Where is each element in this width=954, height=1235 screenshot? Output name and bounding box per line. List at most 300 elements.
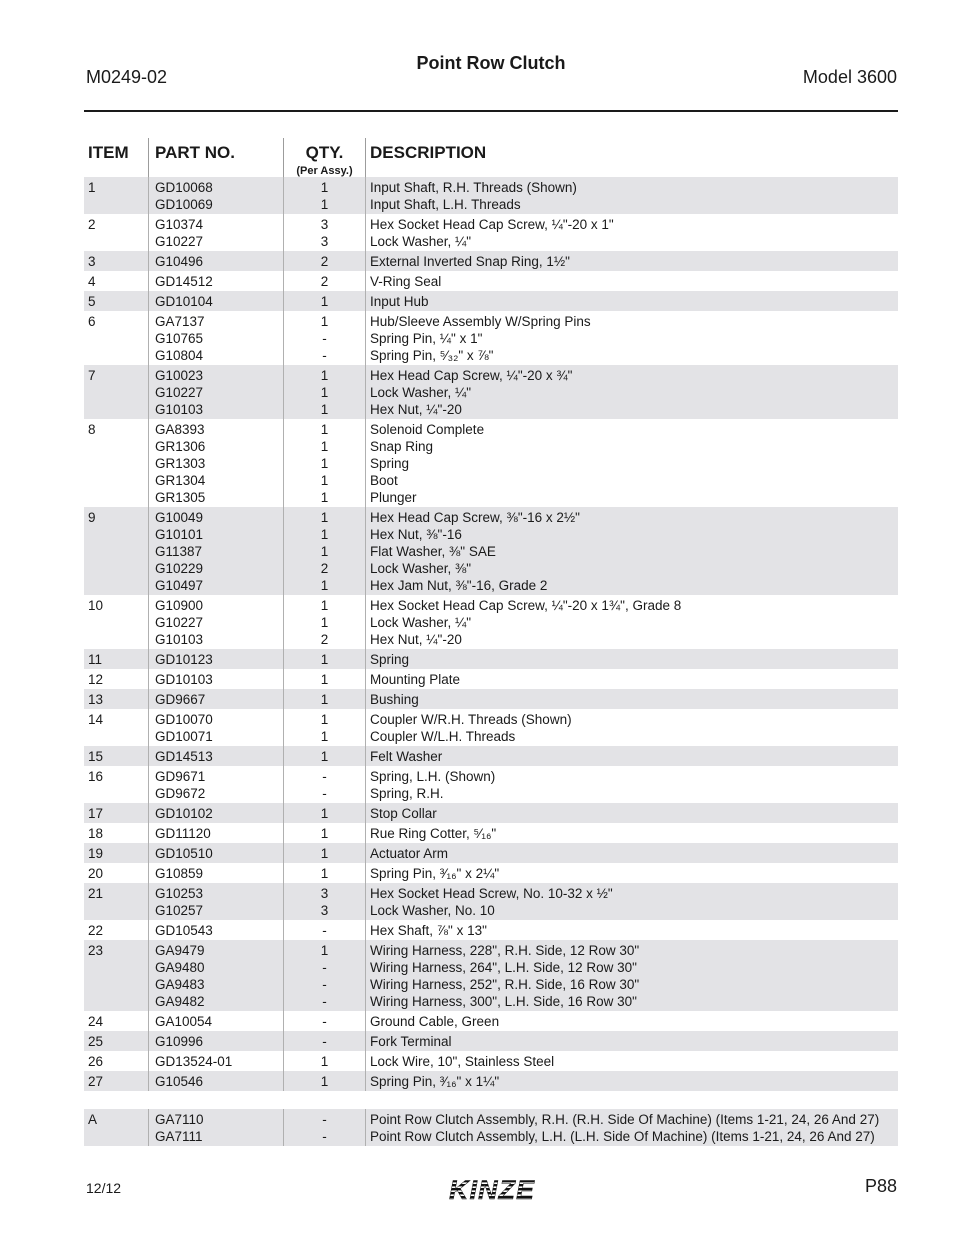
item-number: 13 — [88, 692, 104, 707]
description: Hex Socket Head Screw, No. 10-32 x ½" — [370, 886, 613, 901]
item-number: 21 — [88, 886, 104, 901]
table-row — [84, 709, 898, 746]
quantity: 1 — [320, 544, 329, 559]
quantity-cell — [283, 689, 365, 709]
quantity-cell — [283, 365, 365, 419]
quantity-cell — [283, 214, 365, 251]
quantity: 1 — [320, 385, 329, 400]
item-number: 11 — [88, 652, 103, 667]
quantity: 1 — [320, 826, 329, 841]
description: Lock Washer, No. 10 — [370, 903, 495, 918]
table-spacer — [84, 1091, 898, 1109]
part-number-cell — [148, 507, 283, 595]
item-number: 12 — [88, 672, 104, 687]
part-number: G10103 — [155, 632, 204, 647]
item-number: 23 — [88, 943, 104, 958]
part-number-cell — [148, 1011, 283, 1031]
quantity: 2 — [320, 274, 329, 289]
quantity-cell — [283, 1031, 365, 1051]
description-cell — [365, 271, 898, 291]
table-row — [84, 883, 898, 920]
part-number-cell — [148, 940, 283, 1011]
part-number: GR1306 — [155, 439, 206, 454]
part-number-cell — [148, 214, 283, 251]
quantity-cell — [283, 595, 365, 649]
description: Spring Pin, ³⁄₁₆" x 2¼" — [370, 866, 500, 881]
part-number: G10996 — [155, 1034, 204, 1049]
description: Lock Washer, ¼" — [370, 385, 472, 400]
description: Lock Washer, ¼" — [370, 615, 472, 630]
description: Wiring Harness, 264", L.H. Side, 12 Row 30" — [370, 960, 637, 975]
item-number: 5 — [88, 294, 96, 309]
column-header-part-no: PART NO. — [148, 138, 283, 177]
quantity: - — [322, 923, 327, 938]
table-row — [84, 843, 898, 863]
part-number: GA9482 — [155, 994, 205, 1009]
description: Coupler W/R.H. Threads (Shown) — [370, 712, 572, 727]
description: External Inverted Snap Ring, 1½" — [370, 254, 570, 269]
description-cell — [365, 863, 898, 883]
quantity-cell — [283, 803, 365, 823]
item-number: 3 — [88, 254, 96, 269]
quantity: 1 — [320, 729, 329, 744]
quantity: 2 — [320, 632, 329, 647]
table-row — [84, 1011, 898, 1031]
part-number-cell — [148, 883, 283, 920]
quantity: 2 — [320, 254, 329, 269]
quantity-cell — [283, 709, 365, 746]
description: Input Hub — [370, 294, 429, 309]
description: Spring Pin, ¼" x 1" — [370, 331, 483, 346]
description: Snap Ring — [370, 439, 434, 454]
page-title: Point Row Clutch — [416, 53, 566, 73]
quantity: 1 — [320, 672, 329, 687]
quantity: 1 — [320, 615, 329, 630]
quantity: 1 — [320, 846, 329, 861]
part-number: G10229 — [155, 561, 204, 576]
part-number: G10859 — [155, 866, 204, 881]
description-cell — [365, 746, 898, 766]
description-cell — [365, 291, 898, 311]
part-number-cell — [148, 709, 283, 746]
table-row — [84, 365, 898, 419]
part-number-cell — [148, 311, 283, 365]
part-number: GD11120 — [155, 826, 211, 841]
description: Spring, R.H. — [370, 786, 444, 801]
quantity: 1 — [320, 749, 329, 764]
part-number: GD10104 — [155, 294, 213, 309]
quantity-cell — [283, 1071, 365, 1091]
quantity-cell — [283, 251, 365, 271]
part-number: GD13524-01 — [155, 1054, 233, 1069]
table-row — [84, 1051, 898, 1071]
part-number: G10374 — [155, 217, 204, 232]
table-row — [84, 689, 898, 709]
quantity: 1 — [320, 456, 329, 471]
quantity-cell — [283, 419, 365, 507]
part-number: G10101 — [155, 527, 204, 542]
part-number: G10227 — [155, 615, 204, 630]
description: Lock Washer, ¼" — [370, 234, 472, 249]
description: Actuator Arm — [370, 846, 449, 861]
quantity: 1 — [320, 197, 329, 212]
table-row — [84, 507, 898, 595]
part-number: GD10543 — [155, 923, 213, 938]
item-number: 2 — [88, 217, 96, 232]
part-number: GR1305 — [155, 490, 206, 505]
quantity-cell — [283, 291, 365, 311]
part-number-cell — [148, 920, 283, 940]
table-row — [84, 669, 898, 689]
description-cell — [365, 419, 898, 507]
quantity: 1 — [320, 866, 329, 881]
description: Point Row Clutch Assembly, R.H. (R.H. Side Of Machine) (Items 1-21, 24, 26 And 27) — [370, 1112, 880, 1127]
part-number: G11387 — [155, 544, 203, 559]
item-number: 8 — [88, 422, 96, 437]
quantity-cell — [283, 311, 365, 365]
part-number-cell — [148, 766, 283, 803]
quantity-cell — [283, 863, 365, 883]
table-row — [84, 291, 898, 311]
description: Lock Wire, 10", Stainless Steel — [370, 1054, 555, 1069]
item-number: 4 — [88, 274, 96, 289]
quantity: 1 — [320, 368, 329, 383]
part-number-cell — [148, 595, 283, 649]
description-cell — [365, 709, 898, 746]
part-number: G10257 — [155, 903, 204, 918]
column-header-qty — [283, 138, 365, 177]
table-row — [84, 311, 898, 365]
part-number: G10227 — [155, 234, 204, 249]
item-number: 20 — [88, 866, 104, 881]
table-body — [84, 177, 898, 1146]
description-cell — [365, 883, 898, 920]
part-number-cell — [148, 1051, 283, 1071]
part-number: GA7110 — [155, 1112, 204, 1127]
part-number-cell — [148, 251, 283, 271]
quantity: 1 — [320, 943, 329, 958]
table-row — [84, 271, 898, 291]
model-name: Model 3600 — [802, 67, 897, 87]
description-cell — [365, 1109, 898, 1146]
item-number: 14 — [88, 712, 104, 727]
part-number: GA10054 — [155, 1014, 213, 1029]
quantity: - — [322, 769, 327, 784]
part-number-cell — [148, 689, 283, 709]
description-cell — [365, 177, 898, 214]
quantity-cell — [283, 883, 365, 920]
part-number: GD9672 — [155, 786, 206, 801]
document-number: M0249-02 — [86, 67, 168, 87]
part-number: G10253 — [155, 886, 204, 901]
part-number-cell — [148, 271, 283, 291]
description: Hub/Sleeve Assembly W/Spring Pins — [370, 314, 591, 329]
part-number: GA8393 — [155, 422, 205, 437]
qty-label: QTY. — [305, 143, 344, 162]
quantity-cell — [283, 177, 365, 214]
part-number-cell — [148, 177, 283, 214]
item-number: 9 — [88, 510, 96, 525]
revision-date: 12/12 — [86, 1180, 122, 1196]
part-number: GD10068 — [155, 180, 213, 195]
description: Spring — [370, 652, 410, 667]
description: Solenoid Complete — [370, 422, 485, 437]
description: Hex Socket Head Cap Screw, ¼"-20 x 1" — [370, 217, 614, 232]
quantity: 1 — [320, 527, 329, 542]
quantity: 3 — [320, 886, 329, 901]
item-number: 19 — [88, 846, 104, 861]
description-cell — [365, 251, 898, 271]
part-number: GD10102 — [155, 806, 213, 821]
part-number: G10227 — [155, 385, 204, 400]
quantity: - — [322, 994, 327, 1009]
part-number: GD10069 — [155, 197, 213, 212]
part-number-cell — [148, 1071, 283, 1091]
description: Boot — [370, 473, 398, 488]
quantity: 1 — [320, 712, 329, 727]
description: Hex Shaft, ⅞" x 13" — [370, 923, 487, 938]
quantity: - — [322, 1112, 327, 1127]
description: Felt Washer — [370, 749, 443, 764]
part-number: G10546 — [155, 1074, 204, 1089]
table-row — [84, 649, 898, 669]
description: Flat Washer, ⅜" SAE — [370, 544, 496, 559]
qty-per-assembly-note: (Per Assy.) — [296, 165, 353, 177]
item-number: 7 — [88, 368, 96, 383]
quantity-cell — [283, 271, 365, 291]
description-cell — [365, 940, 898, 1011]
item-number: 18 — [88, 826, 104, 841]
quantity-cell — [283, 920, 365, 940]
description: Input Shaft, R.H. Threads (Shown) — [370, 180, 577, 195]
quantity: - — [322, 331, 327, 346]
table-row — [84, 595, 898, 649]
description: Spring — [370, 456, 410, 471]
description: Hex Nut, ¼"-20 — [370, 632, 462, 647]
quantity-cell — [283, 843, 365, 863]
description-cell — [365, 649, 898, 669]
description: Hex Jam Nut, ⅜"-16, Grade 2 — [370, 578, 548, 593]
part-number: G10023 — [155, 368, 204, 383]
part-number: GD10103 — [155, 672, 213, 687]
part-number: GR1303 — [155, 456, 206, 471]
description: Spring, L.H. (Shown) — [370, 769, 496, 784]
part-number: G10765 — [155, 331, 204, 346]
part-number: G10049 — [155, 510, 204, 525]
description: Hex Socket Head Cap Screw, ¼"-20 x 1¾", Grade 8 — [370, 598, 682, 613]
table-row — [84, 177, 898, 214]
quantity: - — [322, 1034, 327, 1049]
quantity: 1 — [320, 652, 329, 667]
quantity: 1 — [320, 473, 329, 488]
quantity-cell — [283, 1011, 365, 1031]
table-row — [84, 419, 898, 507]
description: Ground Cable, Green — [370, 1014, 500, 1029]
description-cell — [365, 669, 898, 689]
quantity: 1 — [320, 806, 329, 821]
table-row — [84, 251, 898, 271]
description: Hex Nut, ¼"-20 — [370, 402, 462, 417]
part-number-cell — [148, 365, 283, 419]
quantity: 3 — [320, 217, 329, 232]
table-row — [84, 214, 898, 251]
description: Rue Ring Cotter, ⁵⁄₁₆" — [370, 826, 497, 841]
description-cell — [365, 214, 898, 251]
description: Stop Collar — [370, 806, 437, 821]
description: Hex Head Cap Screw, ¼"-20 x ¾" — [370, 368, 573, 383]
description: Lock Washer, ⅜" — [370, 561, 472, 576]
quantity: - — [322, 1014, 327, 1029]
description: Mounting Plate — [370, 672, 461, 687]
item-number: 25 — [88, 1034, 104, 1049]
item-number: 10 — [88, 598, 104, 613]
quantity-cell — [283, 766, 365, 803]
table-header — [84, 138, 898, 177]
part-number: GD10071 — [155, 729, 213, 744]
description-cell — [365, 803, 898, 823]
column-header-item: ITEM — [88, 143, 129, 162]
part-number: GR1304 — [155, 473, 206, 488]
description-cell — [365, 823, 898, 843]
description: Wiring Harness, 252", R.H. Side, 16 Row 30" — [370, 977, 640, 992]
description-cell — [365, 1011, 898, 1031]
quantity: 1 — [320, 422, 329, 437]
quantity: - — [322, 1129, 327, 1144]
part-number-cell — [148, 803, 283, 823]
quantity: 3 — [320, 903, 329, 918]
description-cell — [365, 920, 898, 940]
quantity: 1 — [320, 439, 329, 454]
table-row — [84, 1031, 898, 1051]
brand-wordmark: KINZE — [449, 1176, 535, 1204]
page-number: P88 — [864, 1176, 897, 1196]
quantity: 1 — [320, 180, 329, 195]
description-cell — [365, 311, 898, 365]
part-number: GD9671 — [155, 769, 206, 784]
part-number: GA7137 — [155, 314, 205, 329]
description: Wiring Harness, 228", R.H. Side, 12 Row 30" — [370, 943, 640, 958]
description-cell — [365, 1031, 898, 1051]
item-number: 16 — [88, 769, 104, 784]
quantity: 1 — [320, 510, 329, 525]
part-number: G10496 — [155, 254, 204, 269]
description: Spring Pin, ³⁄₁₆" x 1¼" — [370, 1074, 500, 1089]
part-number: G10103 — [155, 402, 204, 417]
quantity: 1 — [320, 294, 329, 309]
table-row — [84, 766, 898, 803]
table-row — [84, 1071, 898, 1091]
item-number: 17 — [88, 806, 104, 821]
part-number-cell — [148, 419, 283, 507]
quantity: - — [322, 786, 327, 801]
part-number: GD14513 — [155, 749, 213, 764]
quantity: - — [322, 960, 327, 975]
description-cell — [365, 843, 898, 863]
quantity: 3 — [320, 234, 329, 249]
part-number-cell — [148, 823, 283, 843]
item-number: 27 — [88, 1074, 104, 1089]
part-number-cell — [148, 863, 283, 883]
part-number-cell — [148, 291, 283, 311]
quantity: 1 — [320, 598, 329, 613]
column-header-description: DESCRIPTION — [365, 138, 898, 177]
item-number: 24 — [88, 1014, 104, 1029]
item-number: 22 — [88, 923, 104, 938]
description: Plunger — [370, 490, 417, 505]
description: Hex Head Cap Screw, ⅜"-16 x 2½" — [370, 510, 580, 525]
part-number: GA9483 — [155, 977, 205, 992]
part-number: G10900 — [155, 598, 204, 613]
part-number-cell — [148, 669, 283, 689]
item-number: A — [88, 1112, 98, 1127]
item-number: 6 — [88, 314, 96, 329]
part-number: GD9667 — [155, 692, 206, 707]
table-row — [84, 863, 898, 883]
quantity-cell — [283, 669, 365, 689]
part-number: GA9479 — [155, 943, 205, 958]
item-number: 15 — [88, 749, 104, 764]
part-number: GD14512 — [155, 274, 213, 289]
part-number: GD10070 — [155, 712, 213, 727]
item-number: 26 — [88, 1054, 104, 1069]
part-number: GA9480 — [155, 960, 205, 975]
quantity-cell — [283, 507, 365, 595]
quantity-cell — [283, 746, 365, 766]
description: Hex Nut, ⅜"-16 — [370, 527, 462, 542]
part-number-cell — [148, 746, 283, 766]
part-number: GA7111 — [155, 1129, 203, 1144]
description: Spring Pin, ⁵⁄₃₂" x ⅞" — [370, 348, 494, 363]
description-cell — [365, 1071, 898, 1091]
description-cell — [365, 365, 898, 419]
quantity: - — [322, 977, 327, 992]
table-row — [84, 920, 898, 940]
quantity-cell — [283, 823, 365, 843]
part-number: GD10510 — [155, 846, 213, 861]
description-cell — [365, 1051, 898, 1071]
description: Point Row Clutch Assembly, L.H. (L.H. Side Of Machine) (Items 1-21, 24, 26 And 27) — [370, 1129, 875, 1144]
quantity: 1 — [320, 1054, 329, 1069]
quantity-cell — [283, 649, 365, 669]
description: V-Ring Seal — [370, 274, 442, 289]
part-number-cell — [148, 1031, 283, 1051]
quantity: 1 — [320, 1074, 329, 1089]
description: Input Shaft, L.H. Threads — [370, 197, 521, 212]
table-row — [84, 1109, 898, 1146]
table-row — [84, 746, 898, 766]
quantity: 1 — [320, 402, 329, 417]
part-number-cell — [148, 1109, 283, 1146]
item-number: 1 — [88, 180, 96, 195]
quantity: 1 — [320, 692, 329, 707]
table-row — [84, 823, 898, 843]
parts-table — [84, 138, 898, 1146]
part-number-cell — [148, 649, 283, 669]
part-number: G10804 — [155, 348, 204, 363]
part-number-cell — [148, 843, 283, 863]
table-row — [84, 803, 898, 823]
description-cell — [365, 595, 898, 649]
description: Coupler W/L.H. Threads — [370, 729, 516, 744]
part-number: G10497 — [155, 578, 204, 593]
quantity: 1 — [320, 490, 329, 505]
quantity: - — [322, 348, 327, 363]
quantity: 2 — [320, 561, 329, 576]
description-cell — [365, 689, 898, 709]
quantity-cell — [283, 1109, 365, 1146]
quantity-cell — [283, 940, 365, 1011]
description: Wiring Harness, 300", L.H. Side, 16 Row 30" — [370, 994, 637, 1009]
